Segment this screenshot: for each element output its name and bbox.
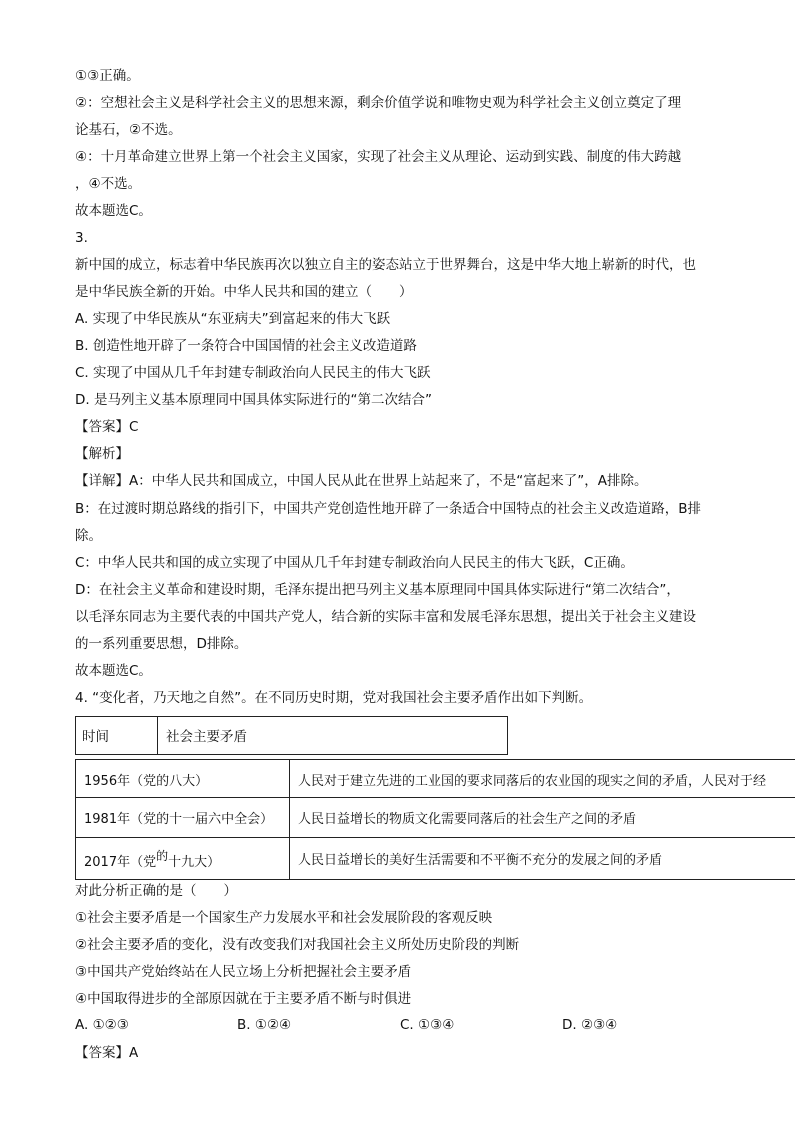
statement-3: ③中国共产党始终站在人民立场上分析把握社会主要矛盾 xyxy=(75,964,412,980)
table-row xyxy=(76,798,795,838)
choice-b: B. ①②④ xyxy=(237,1017,292,1033)
statement-4: ④中国取得进步的全部原因就在于主要矛盾不断与时俱进 xyxy=(75,991,412,1007)
choice-c: C. ①③④ xyxy=(400,1017,455,1033)
option-a: A. 实现了中华民族从“东亚病夫”到富起来的伟大飞跃 xyxy=(75,311,391,327)
statement-2: ②社会主要矛盾的变化，没有改变我们对我国社会主义所处历史阶段的判断 xyxy=(75,937,520,953)
text-line: ①③正确。 xyxy=(75,68,140,84)
choice-a: A. ①②③ xyxy=(75,1017,129,1033)
text-line: ②：空想社会主义是科学社会主义的思想来源，剩余价值学说和唯物史观为科学社会主义创立奠定了理 xyxy=(75,95,682,111)
answer-line: 【答案】C xyxy=(75,419,139,435)
text-line: 故本题选C。 xyxy=(75,663,152,679)
table-cell xyxy=(76,798,290,837)
row-contradiction: 人民对于建立先进的工业国的要求同落后的农业国的现实之间的矛盾，人民对于经 xyxy=(298,774,767,789)
question-stem: 新中国的成立，标志着中华民族再次以独立自主的姿态站立于世界舞台，这是中华大地上崭新的时代，也 xyxy=(75,257,696,273)
table-row xyxy=(76,760,795,798)
answer-line: 【答案】A xyxy=(75,1045,139,1061)
option-b: B. 创造性地开辟了一条符合中国国情的社会主义改造道路 xyxy=(75,338,417,354)
text-line: 故本题选C。 xyxy=(75,203,152,219)
row-contradiction: 人民日益增长的美好生活需要和不平衡不充分的发展之间的矛盾 xyxy=(298,853,663,868)
table-header-time: 时间 xyxy=(82,729,109,745)
text-line: 除。 xyxy=(75,528,102,544)
question-stem: 是中华民族全新的开始。中华人民共和国的建立（ ） xyxy=(75,284,413,300)
text-line: D：在社会主义革命和建设时期，毛泽东提出把马列主义基本原理同中国具体实际进行“第二次结合”， xyxy=(75,582,680,598)
analysis-heading: 【解析】 xyxy=(75,446,129,462)
text-line: ④：十月革命建立世界上第一个社会主义国家，实现了社会主义从理论、运动到实践、制度的伟大跨越 xyxy=(75,149,682,165)
option-c: C. 实现了中国从几千年封建专制政治向人民民主的伟大飞跃 xyxy=(75,365,431,381)
table-header-cell xyxy=(76,717,158,754)
text-line: 论基石，②不选。 xyxy=(75,122,182,138)
row-contradiction: 人民日益增长的物质文化需要同落后的社会生产之间的矛盾 xyxy=(298,812,637,827)
question-number: 3. xyxy=(75,230,88,246)
question-prompt: 对此分析正确的是（ ） xyxy=(75,883,237,899)
table-cell xyxy=(76,838,290,880)
question-stem: 4. “变化者，乃天地之自然”。在不同历史时期，党对我国社会主要矛盾作出如下判断。 xyxy=(75,690,593,706)
text-line: C：中华人民共和国的成立实现了中国从几千年封建专制政治向人民民主的伟大飞跃，C正确。 xyxy=(75,555,634,571)
contradiction-table xyxy=(75,759,795,880)
text-line: 以毛泽东同志为主要代表的中国共产党人，结合新的实际丰富和发展毛泽东思想，提出关于社会主义建设 xyxy=(75,609,696,625)
text-line: 的一系列重要思想，D排除。 xyxy=(75,636,248,652)
table-header xyxy=(75,716,508,755)
text-line: B：在过渡时期总路线的指引下，中国共产党创造性地开辟了一条适合中国特点的社会主义改造道路，B排 xyxy=(75,501,702,517)
table-header-contradiction: 社会主要矛盾 xyxy=(166,729,247,745)
choice-d: D. ②③④ xyxy=(562,1017,618,1033)
row-year: 1981年（党的十一届六中全会） xyxy=(84,812,274,827)
table-row xyxy=(76,838,795,880)
option-d: D. 是马列主义基本原理同中国具体实际进行的“第二次结合” xyxy=(75,392,432,408)
row-year: 1956年（党的八大） xyxy=(84,774,209,789)
text-line: ，④不选。 xyxy=(75,176,142,192)
table-cell xyxy=(76,760,290,797)
statement-1: ①社会主要矛盾是一个国家生产力发展水平和社会发展阶段的客观反映 xyxy=(75,910,493,926)
row-year: 2017年（党的十九大） xyxy=(84,849,221,870)
text-line: 【详解】A：中华人民共和国成立，中国人民从此在世界上站起来了，不是“富起来了”，A排除。 xyxy=(75,473,648,489)
